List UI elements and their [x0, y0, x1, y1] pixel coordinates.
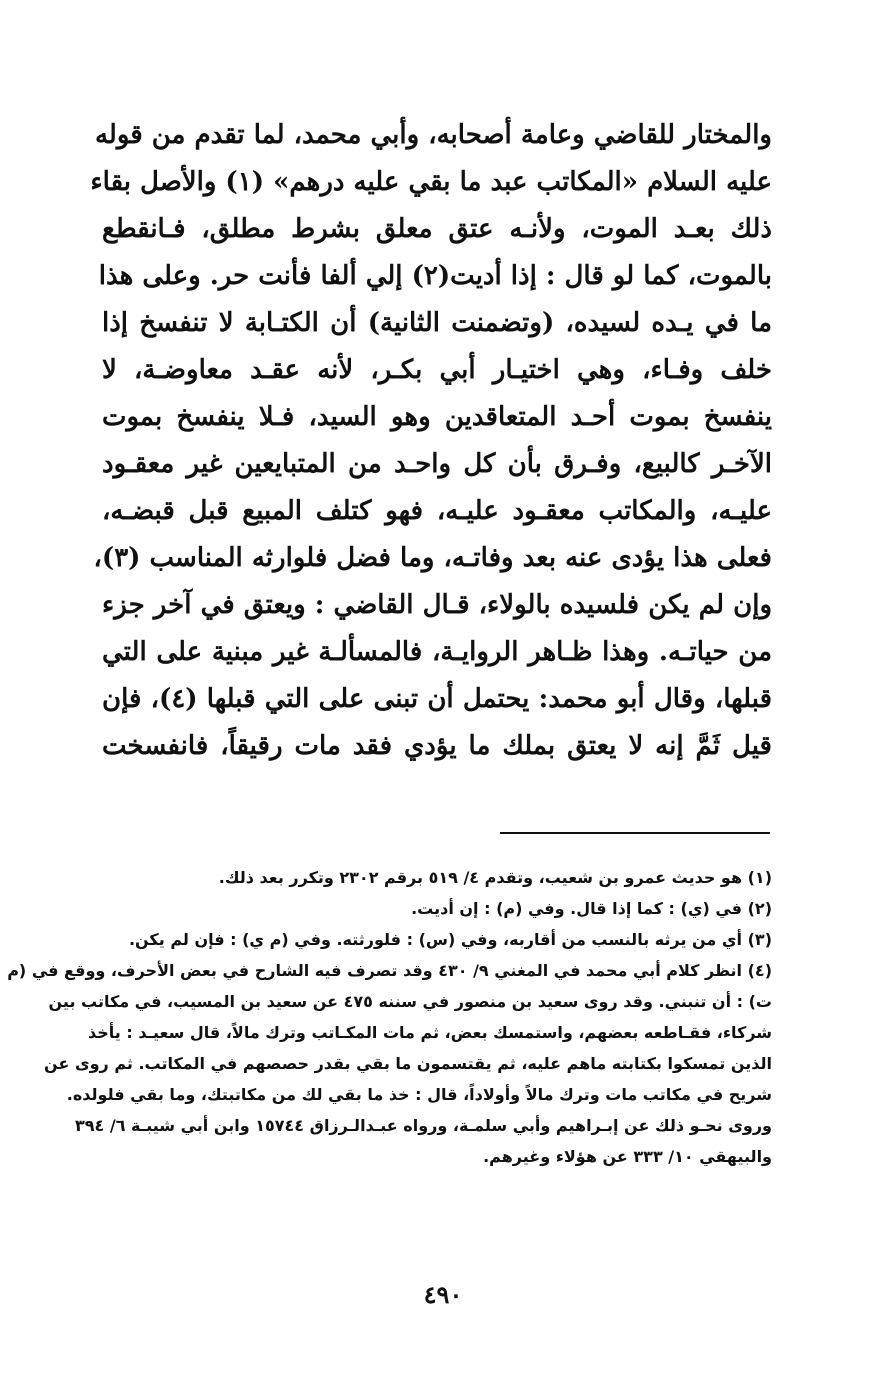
footnote-4-line: وروى نحـو ذلك عن إبـراهيم وأبي سلمـة، ورواه عبـدالـرزاق ١٥٧٤٤ وابن أبي شيبـة ٦/ ٣٩٤	[74, 1116, 772, 1135]
footnote-4-line: شريح في مكاتب مات وترك مالاً وأولاداً، قال : خذ ما بقي لك من مكاتبتك، وما بقي فلولده.	[66, 1085, 772, 1104]
main-text-line: ما في يـده لسيده، (وتضمنت الثانية) أن الكتـابة لا تنفسخ إذا	[102, 308, 772, 338]
main-text-line: وإن لم يكن فلسيده بالولاء، قـال القاضي : ويعتق في آخر جزء	[102, 590, 772, 620]
main-text-body	[90, 112, 772, 770]
footnote-4-line: والبيهقي ١٠/ ٣٣٣ عن هؤلاء وغيرهم.	[483, 1147, 772, 1166]
main-text-line: عليه السلام «المكاتب عبد ما بقي عليه درهم» (١) والأصل بقاء	[90, 167, 772, 197]
footnote-4-line: ت) : أن تنبني. وقد روى سعيد بن منصور في سننه ٤٧٥ عن سعيد بن المسيب، في مكاتب بين	[48, 992, 772, 1011]
footnote-4-line: شركاء، فقـاطعه بعضهم، واستمسك بعض، ثم مات المكـاتب وترك مالاً، قال سعيـد : يأخذ	[87, 1023, 772, 1042]
main-text-line: ينفسخ بموت أحـد المتعاقدين وهو السيد، فـلا ينفسخ بموت	[102, 402, 772, 432]
main-text-line: خلف وفـاء، وهي اختيـار أبي بكـر، لأنه عقـد معاوضـة، لا	[102, 355, 772, 385]
main-text-line: من حياتـه. وهذا ظـاهر الروايـة، فالمسألـة غير مبنية على التي	[102, 637, 772, 667]
footnote-4-line: (٤) انظر كلام أبي محمد في المغني ٩/ ٤٣٠ وقد تصرف فيه الشارح في بعض الأحرف، ووقع في (م	[7, 961, 772, 980]
main-text-line: قبلها، وقال أبو محمد: يحتمل أن تبنى على التي قبلها (٤)، فإن	[102, 684, 772, 714]
footnotes-section	[7, 862, 772, 1172]
main-text-line: قيل ثَمَّ إنه لا يعتق بملك ما يؤدي فقد مات رقيقاً، فانفسخت	[102, 731, 772, 761]
main-text-line: عليـه، والمكاتب معقـود عليـه، فهو كتلف المبيع قبل قبضـه،	[102, 496, 772, 526]
main-text-line: الآخـر كالبيع، وفـرق بأن كل واحـد من المتبايعين غير معقـود	[102, 449, 772, 479]
footnote-3: (٣) أي من يرثه بالنسب من أقاربه، وفي (س) : فلورثته. وفي (م ي) : فإن لم يكن.	[128, 930, 772, 949]
main-text-line: والمختار للقاضي وعامة أصحابه، وأبي محمد، لما تقدم من قوله	[94, 120, 772, 150]
footnote-1: (١) هو حديث عمرو بن شعيب، وتقدم ٤/ ٥١٩ برقم ٢٣٠٢ وتكرر بعد ذلك.	[218, 868, 772, 887]
main-text-line: ذلك بعـد الموت، ولأنـه عتق معلق بشرط مطلق، فـانقطع	[102, 214, 772, 244]
footnote-2: (٢) في (ي) : كما إذا قال. وفي (م) : إن أديت.	[411, 899, 772, 918]
main-text-line: فعلى هذا يؤدى عنه بعد وفاتـه، وما فضل فلوارثه المناسب (٣)،	[93, 543, 772, 573]
footnote-separator	[500, 832, 770, 834]
page-number: ٤٩٠	[423, 1280, 463, 1309]
footnote-4-line: الذين تمسكوا بكتابته ماهم عليه، ثم يقتسمون ما بقي بقدر حصصهم في المكاتب. ثم روى عن	[44, 1054, 772, 1073]
main-text-line: بالموت، كما لو قال : إذا أديت(٢) إلي ألفا فأنت حر. وعلى هذا	[98, 261, 772, 291]
